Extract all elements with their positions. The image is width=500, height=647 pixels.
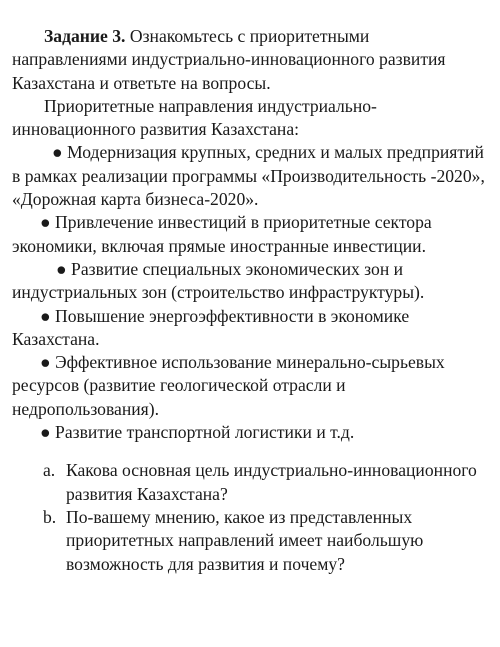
- bullet-text: Повышение энергоэффективности в экономике Казахстана.: [12, 305, 410, 349]
- bullet-item: [12, 211, 488, 258]
- question-letter: a.: [43, 460, 56, 481]
- bullet-icon: ●: [40, 305, 51, 326]
- question-list: [12, 459, 488, 575]
- bullet-item: [12, 351, 488, 421]
- bullet-icon: ●: [56, 258, 67, 279]
- bullet-text: Привлечение инвестиций в приоритетные сектора экономики, включая прямые иностранные инвестиции.: [12, 212, 432, 256]
- question-text: По-вашему мнению, какое из представленных приоритетных направлений имеет наибольшую возможность для развития и почему?: [66, 506, 424, 574]
- bullet-text: Развитие специальных экономических зон и индустриальных зон (строительство инфраструктуры).: [12, 258, 425, 303]
- bullet-icon: ●: [40, 212, 51, 233]
- bullet-icon: ●: [52, 142, 63, 163]
- bullet-icon: ●: [40, 352, 51, 373]
- bullet-text: Эффективное использование минерально-сырьевых ресурсов (развитие геологической отрасли и недропользования).: [12, 352, 445, 419]
- bullet-text: Развитие транспортной логистики и т.д.: [55, 422, 355, 443]
- question-item: [43, 506, 488, 576]
- question-item: [43, 459, 488, 506]
- task-label: Задание 3.: [44, 26, 126, 46]
- question-letter: b.: [43, 506, 57, 527]
- bullet-item: [12, 258, 488, 305]
- bullet-item: [12, 305, 488, 352]
- question-text: Какова основная цель индустриально-инновационного развития Казахстана?: [66, 460, 477, 504]
- bullet-text: Модернизация крупных, средних и малых предприятий в рамках реализации программы «Производительность -2020», «Дорожная карта бизнеса-2020».: [12, 142, 485, 210]
- bullet-icon: ●: [40, 422, 51, 443]
- task-intro-paragraph: [12, 25, 488, 95]
- bullet-item: [12, 141, 488, 211]
- section-heading: Приоритетные направления индустриально-инновационного развития Казахстана:: [12, 95, 377, 140]
- bullet-item: [12, 421, 488, 444]
- task-intro-text: Ознакомьтесь с приоритетными направлениями индустриально-инновационного развития Казахстана и ответьте на вопросы.: [12, 26, 446, 93]
